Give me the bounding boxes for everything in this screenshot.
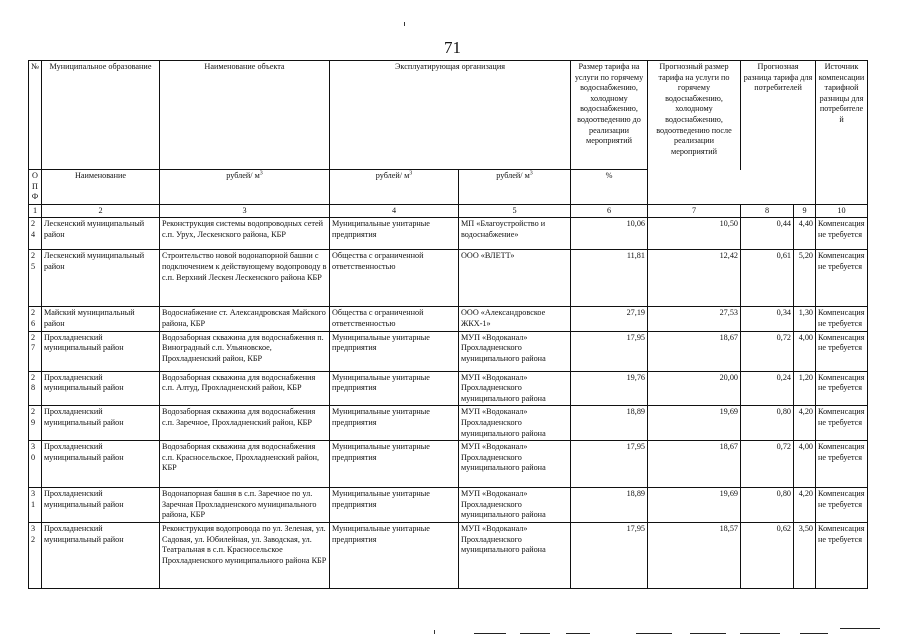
cell-diff: 0,44 <box>741 218 794 250</box>
cell-tariff: 19,76 <box>571 371 648 406</box>
cell-source: Компенсация не требуется <box>816 488 868 523</box>
unit-forecast: рублей/ $м^3$ <box>330 170 459 205</box>
cell-name: МУП «Водоканал» Прохладненского муниципального района <box>459 371 571 406</box>
cell-forecast: 18,67 <box>648 331 741 371</box>
tariff-table <box>28 60 868 589</box>
cell-diff: 0,61 <box>741 250 794 307</box>
cell-name: ООО «ВЛЕТТ» <box>459 250 571 307</box>
cell-name: МП «Благоустройство и водоснабжение» <box>459 218 571 250</box>
scan-mark <box>636 633 672 634</box>
scan-speck <box>404 22 405 26</box>
scan-mark <box>800 633 828 634</box>
cell-diff: 0,80 <box>741 488 794 523</box>
col-number: 6 <box>571 204 648 218</box>
cell-num: 27 <box>29 331 42 371</box>
cell-opf: Муниципальные унитарные предприятия <box>330 218 459 250</box>
cell-percent: 4,00 <box>794 441 816 488</box>
cell-tariff: 18,89 <box>571 488 648 523</box>
cell-object: Водозаборная скважина для водоснабжения с.п. Краснoсельское, Прохладненский район, КБР <box>160 441 330 488</box>
cell-object: Реконструкция водопровода по ул. Зеленая, ул. Садовая, ул. Юбилейная, ул. Заводская, ул. Театральная в с.п. Красносельское Прохладненского муниципального района КБР <box>160 522 330 588</box>
cell-num: 31 <box>29 488 42 523</box>
col-number: 4 <box>330 204 459 218</box>
cell-diff: 0,80 <box>741 406 794 441</box>
cell-diff: 0,72 <box>741 331 794 371</box>
cell-opf: Общества с ограниченной ответственностью <box>330 307 459 331</box>
cell-tariff: 18,89 <box>571 406 648 441</box>
table-row <box>29 406 868 441</box>
scan-speck <box>434 630 435 634</box>
table-row <box>29 218 868 250</box>
scan-mark <box>740 633 780 634</box>
cell-object: Строительство новой водонапорной башни с подключением к действующему водопроводу в с.п. Верхний Лескен Лескенского района КБР <box>160 250 330 307</box>
cell-municipality: Майский муниципальный район <box>42 307 160 331</box>
header-percent: % <box>571 170 648 205</box>
cell-forecast: 18,57 <box>648 522 741 588</box>
cell-municipality: Прохладненский муниципальный район <box>42 522 160 588</box>
cell-diff: 0,34 <box>741 307 794 331</box>
cell-num: 29 <box>29 406 42 441</box>
col-number: 5 <box>459 204 571 218</box>
cell-forecast: 19,69 <box>648 406 741 441</box>
cell-opf: Муниципальные унитарные предприятия <box>330 331 459 371</box>
table-row <box>29 522 868 588</box>
scan-mark <box>840 628 880 629</box>
table-row <box>29 371 868 406</box>
cell-percent: 4,20 <box>794 488 816 523</box>
unit-tariff: рублей/ $м^3$ <box>160 170 330 205</box>
cell-opf: Муниципальные унитарные предприятия <box>330 441 459 488</box>
scan-mark <box>690 633 726 634</box>
cell-source: Компенсация не требуется <box>816 371 868 406</box>
cell-source: Компенсация не требуется <box>816 307 868 331</box>
header-tariff: Размер тарифа на услуги по горячему водоснабжению, холодному водоснабжению, водоотведению до реализации мероприятий <box>571 61 648 170</box>
cell-percent: 5,20 <box>794 250 816 307</box>
header-municipality: Муниципальное образование <box>42 61 160 170</box>
cell-forecast: 27,53 <box>648 307 741 331</box>
cell-percent: 1,20 <box>794 371 816 406</box>
cell-percent: 4,40 <box>794 218 816 250</box>
cell-forecast: 20,00 <box>648 371 741 406</box>
header-name: Наименование <box>42 170 160 205</box>
col-number: 1 <box>29 204 42 218</box>
cell-source: Компенсация не требуется <box>816 522 868 588</box>
page-number: 71 <box>444 38 461 57</box>
cell-opf: Общества с ограниченной ответственностью <box>330 250 459 307</box>
cell-municipality: Прохладненский муниципальный район <box>42 441 160 488</box>
cell-percent: 4,20 <box>794 406 816 441</box>
cell-object: Водоснабжение ст. Александровская Майского района, КБР <box>160 307 330 331</box>
table-row <box>29 250 868 307</box>
cell-municipality: Лескенский муниципальный район <box>42 218 160 250</box>
scan-mark <box>566 633 590 634</box>
table-row <box>29 331 868 371</box>
cell-percent: 1,30 <box>794 307 816 331</box>
cell-name: МУП «Водоканал» Прохладненского муниципального района <box>459 522 571 588</box>
cell-forecast: 18,67 <box>648 441 741 488</box>
cell-source: Компенсация не требуется <box>816 406 868 441</box>
cell-source: Компенсация не требуется <box>816 441 868 488</box>
cell-tariff: 17,95 <box>571 522 648 588</box>
header-object: Наименование объекта <box>160 61 330 170</box>
col-number: 7 <box>648 204 741 218</box>
cell-name: ООО «Александровское ЖКХ-1» <box>459 307 571 331</box>
col-number: 9 <box>794 204 816 218</box>
table-row <box>29 441 868 488</box>
cell-object: Реконструкция системы водопроводных сетей с.п. Урух, Лескенского района, КБР <box>160 218 330 250</box>
cell-municipality: Прохладненский муниципальный район <box>42 406 160 441</box>
scan-mark <box>520 633 550 634</box>
cell-diff: 0,72 <box>741 441 794 488</box>
header-diff: Прогнозная разница тарифа для потребителей <box>741 61 816 170</box>
cell-num: 30 <box>29 441 42 488</box>
scan-mark <box>474 633 506 634</box>
cell-diff: 0,24 <box>741 371 794 406</box>
cell-name: МУП «Водоканал» Прохладненского муниципального района <box>459 406 571 441</box>
cell-num: 25 <box>29 250 42 307</box>
col-number: 8 <box>741 204 794 218</box>
cell-municipality: Лескенский муниципальный район <box>42 250 160 307</box>
cell-source: Компенсация не требуется <box>816 331 868 371</box>
cell-forecast: 12,42 <box>648 250 741 307</box>
table-row <box>29 307 868 331</box>
col-number: 10 <box>816 204 868 218</box>
cell-percent: 3,50 <box>794 522 816 588</box>
cell-forecast: 10,50 <box>648 218 741 250</box>
cell-source: Компенсация не требуется <box>816 250 868 307</box>
cell-name: МУП «Водоканал» Прохладненского муниципального района <box>459 331 571 371</box>
header-opf: ОПФ <box>29 170 42 205</box>
cell-opf: Муниципальные унитарные предприятия <box>330 406 459 441</box>
cell-object: Водонапорная башня в с.п. Заречное по ул. Заречная Прохладненского муниципального района, КБР <box>160 488 330 523</box>
cell-source: Компенсация не требуется <box>816 218 868 250</box>
cell-num: 26 <box>29 307 42 331</box>
cell-municipality: Прохладненский муниципальный район <box>42 331 160 371</box>
cell-opf: Муниципальные унитарные предприятия <box>330 371 459 406</box>
header-source: Источник компенсации тарифной разницы для потребителей <box>816 61 868 205</box>
cell-num: 24 <box>29 218 42 250</box>
cell-opf: Муниципальные унитарные предприятия <box>330 522 459 588</box>
cell-tariff: 17,95 <box>571 441 648 488</box>
table-row <box>29 488 868 523</box>
cell-name: МУП «Водоканал» Прохладненского муниципального района <box>459 441 571 488</box>
cell-municipality: Прохладненский муниципальный район <box>42 371 160 406</box>
cell-num: 32 <box>29 522 42 588</box>
header-operator: Эксплуатирующая организация <box>330 61 571 170</box>
cell-num: 28 <box>29 371 42 406</box>
cell-name: МУП «Водоканал» Прохладненского муниципального района <box>459 488 571 523</box>
cell-municipality: Прохладненский муниципальный район <box>42 488 160 523</box>
cell-object: Водозаборная скважина для водоснабжения п. Виноградный с.п. Ульяновское, Прохладненский район, КБР <box>160 331 330 371</box>
col-number: 3 <box>160 204 330 218</box>
cell-object: Водозаборная скважина для водоснабжения с.п. Алтуд, Прохладненский район, КБР <box>160 371 330 406</box>
cell-tariff: 10,06 <box>571 218 648 250</box>
header-forecast: Прогнозный размер тарифа на услуги по горячему водоснабжению, холодному водоснабжению, водоотведению после реализации мероприятий <box>648 61 741 170</box>
cell-tariff: 11,81 <box>571 250 648 307</box>
cell-diff: 0,62 <box>741 522 794 588</box>
header-num: № <box>29 61 42 170</box>
cell-object: Водозаборная скважина для водоснабжения с.п. Заречное, Прохладненский район, КБР <box>160 406 330 441</box>
cell-tariff: 27,19 <box>571 307 648 331</box>
cell-tariff: 17,95 <box>571 331 648 371</box>
col-number: 2 <box>42 204 160 218</box>
cell-percent: 4,00 <box>794 331 816 371</box>
cell-forecast: 19,69 <box>648 488 741 523</box>
cell-opf: Муниципальные унитарные предприятия <box>330 488 459 523</box>
unit-diff: рублей/ $м^3$ <box>459 170 571 205</box>
